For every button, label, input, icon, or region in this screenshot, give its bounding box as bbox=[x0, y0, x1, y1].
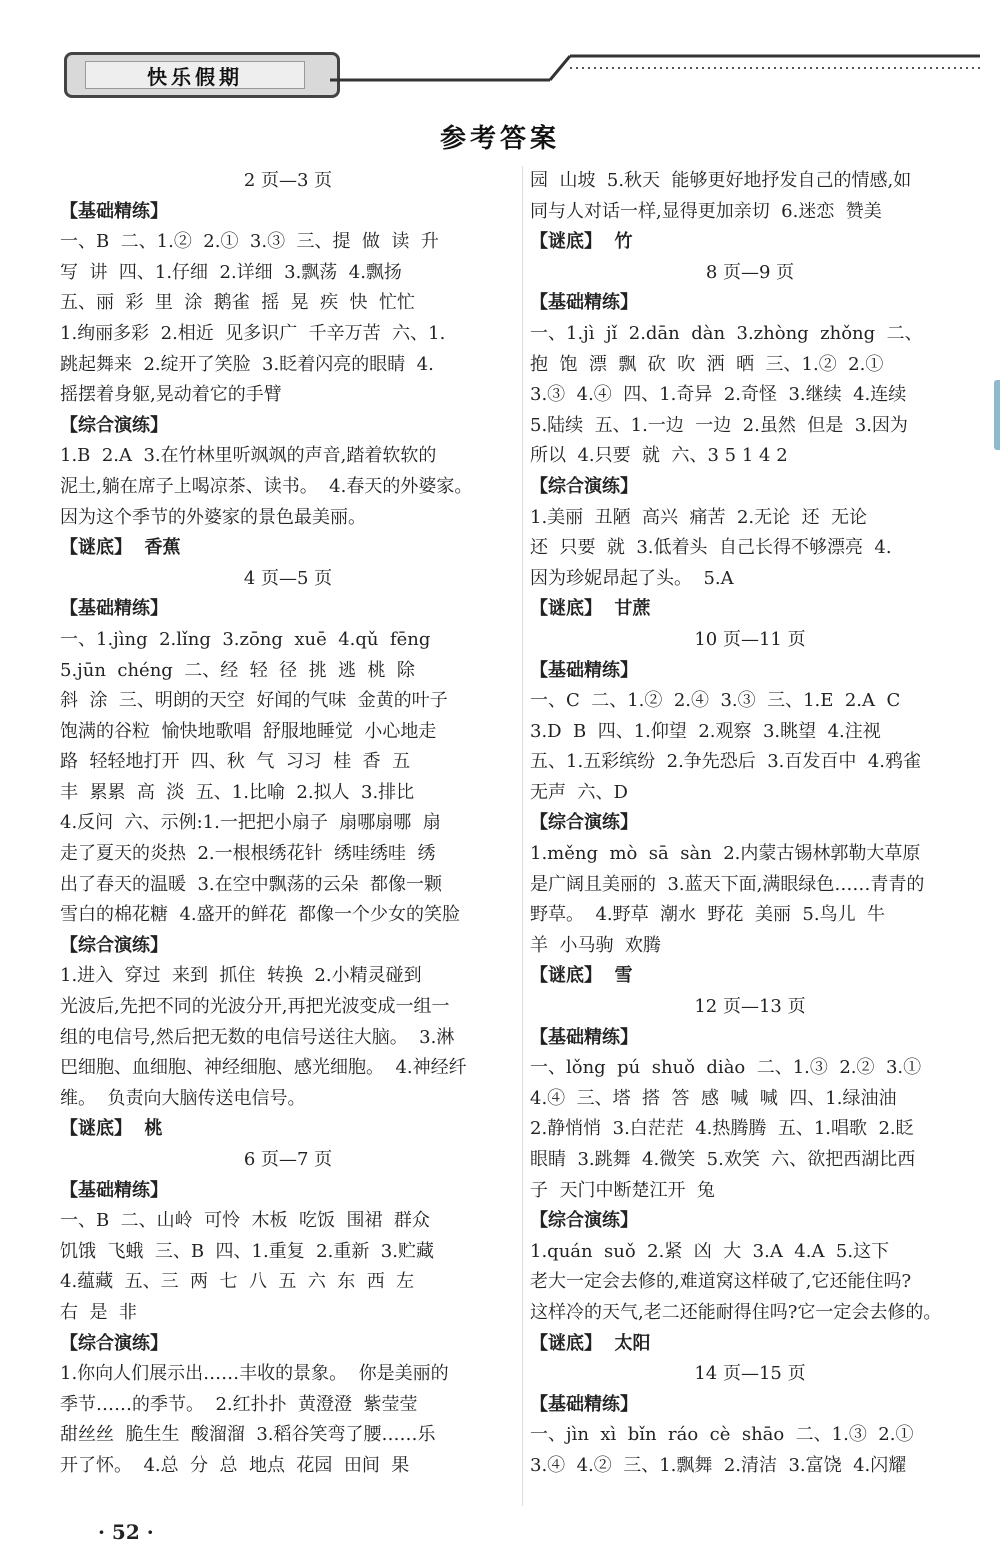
answer-line: 一、B 二、山岭 可怜 木板 吃饭 围裙 群众 bbox=[60, 1210, 430, 1232]
answer-line: 组的电信号,然后把无数的电信号送往大脑。 3.淋 bbox=[60, 1026, 455, 1048]
answer-line: 饥饿 飞蛾 三、B 四、1.重复 2.重新 3.贮藏 bbox=[60, 1240, 434, 1262]
answer-line: 1.měng mò sā sàn 2.内蒙古锡林郭勒大草原 bbox=[530, 843, 921, 865]
answer-line: 跳起舞来 2.绽开了笑脸 3.眨着闪亮的眼睛 4. bbox=[60, 353, 434, 375]
answer-line: 所以 4.只要 就 六、3 5 1 4 2 bbox=[530, 445, 788, 467]
answer-line: 1.quán suǒ 2.紧 凶 大 3.A 4.A 5.这下 bbox=[530, 1240, 890, 1262]
section-heading: 【谜底】 桃 bbox=[60, 1118, 163, 1140]
answer-line: 1.B 2.A 3.在竹林里听飒飒的声音,踏着软软的 bbox=[60, 445, 437, 467]
answer-line: 羊 小马驹 欢腾 bbox=[530, 934, 661, 956]
answer-line: 维。 负责向大脑传送电信号。 bbox=[60, 1087, 306, 1109]
answer-line: 无声 六、D bbox=[530, 781, 628, 803]
answer-line: 摇摆着身躯,晃动着它的手臂 bbox=[60, 384, 282, 406]
answer-line: 1.你向人们展示出……丰收的景象。 你是美丽的 bbox=[60, 1363, 449, 1385]
answer-line: 3.④ 4.② 三、1.飘舞 2.清洁 3.富饶 4.闪耀 bbox=[530, 1454, 907, 1476]
answer-line: 丰 累累 高 淡 五、1.比喻 2.拟人 3.排比 bbox=[60, 781, 415, 803]
answer-line: 野草。 4.野草 潮水 野花 美丽 5.鸟儿 牛 bbox=[530, 904, 886, 926]
answer-line: 2.静悄悄 3.白茫茫 4.热腾腾 五、1.唱歌 2.眨 bbox=[530, 1118, 914, 1140]
answer-line: 季节……的季节。 2.红扑扑 黄澄澄 紫莹莹 bbox=[60, 1393, 418, 1415]
answer-line: 甜丝丝 脆生生 酸溜溜 3.稻谷笑弯了腰……乐 bbox=[60, 1424, 436, 1446]
page-range-heading: 2 页—3 页 bbox=[243, 170, 333, 191]
section-heading: 【基础精练】 bbox=[530, 1393, 638, 1415]
answer-line: 因为珍妮昂起了头。 5.A bbox=[530, 567, 734, 589]
answer-line: 是广阔且美丽的 3.蓝天下面,满眼绿色……青青的 bbox=[530, 873, 925, 895]
answer-line: 一、B 二、1.② 2.① 3.③ 三、提 做 读 升 bbox=[60, 231, 439, 253]
section-heading: 【综合演练】 bbox=[530, 475, 638, 497]
answer-line: 还 只要 就 3.低着头 自己长得不够漂亮 4. bbox=[530, 537, 892, 559]
page-range-heading: 4 页—5 页 bbox=[243, 567, 333, 589]
answer-line: 一、1.jì jǐ 2.dān dàn 3.zhòng zhǒng 二、 bbox=[530, 322, 923, 344]
edge-tab-mark bbox=[994, 380, 1000, 450]
page-title: 参考答案 bbox=[439, 124, 560, 154]
answer-line: 5.jūn chéng 二、经 轻 径 挑 逃 桃 除 bbox=[60, 659, 415, 681]
section-heading: 【基础精练】 bbox=[530, 659, 638, 681]
answer-line: 路 轻轻地打开 四、秋 气 习习 桂 香 五 bbox=[60, 751, 411, 773]
answer-line: 走了夏天的炎热 2.一根根绣花针 绣哇绣哇 绣 bbox=[60, 843, 436, 865]
section-heading: 【谜底】 雪 bbox=[530, 965, 633, 987]
section-heading: 【谜底】 香蕉 bbox=[60, 537, 181, 559]
page-range-heading: 6 页—7 页 bbox=[243, 1149, 333, 1170]
answer-line: 3.③ 4.④ 四、1.奇异 2.奇怪 3.继续 4.连续 bbox=[530, 384, 907, 406]
answer-line: 出了春天的温暖 3.在空中飘荡的云朵 都像一颗 bbox=[60, 873, 443, 895]
answer-line: 园 山坡 5.秋天 能够更好地抒发自己的情感,如 bbox=[530, 170, 912, 191]
page-range-heading: 14 页—15 页 bbox=[694, 1363, 806, 1385]
column-divider bbox=[522, 166, 523, 1506]
answer-line: 3.D B 四、1.仰望 2.观察 3.眺望 4.注视 bbox=[530, 720, 881, 742]
answer-line: 1.绚丽多彩 2.相近 见多识广 千辛万苦 六、1. bbox=[60, 322, 446, 344]
section-heading: 【谜底】 甘蔗 bbox=[530, 598, 651, 620]
answer-line: 1.美丽 丑陋 高兴 痛苦 2.无论 还 无论 bbox=[530, 506, 868, 528]
answer-line: 这样冷的天气,老二还能耐得住吗?它一定会去修的。 bbox=[530, 1301, 942, 1323]
answer-line: 雪白的棉花糖 4.盛开的鲜花 都像一个少女的笑脸 bbox=[60, 904, 461, 926]
section-heading: 【基础精练】 bbox=[60, 200, 168, 222]
section-heading: 【综合演练】 bbox=[530, 1210, 638, 1232]
section-heading: 【综合演练】 bbox=[60, 1332, 168, 1354]
page-number: · 52 · bbox=[98, 1520, 154, 1544]
answer-line: 因为这个季节的外婆家的景色最美丽。 bbox=[60, 506, 366, 528]
answer-line: 开了怀。 4.总 分 总 地点 花园 田间 果 bbox=[60, 1454, 410, 1476]
section-heading: 【谜底】 太阳 bbox=[530, 1332, 651, 1354]
page-range-heading: 12 页—13 页 bbox=[694, 996, 806, 1018]
answer-line: 五、1.五彩缤纷 2.争先恐后 3.百发百中 4.鸦雀 bbox=[530, 751, 922, 773]
page-range-heading: 8 页—9 页 bbox=[705, 261, 795, 283]
header-rule bbox=[330, 50, 990, 90]
answer-line: 一、lǒng pú shuǒ diào 二、1.③ 2.② 3.① bbox=[530, 1057, 922, 1079]
answer-line: 一、C 二、1.② 2.④ 3.③ 三、1.E 2.A C bbox=[530, 690, 901, 712]
answer-line: 4.蕴藏 五、三 两 七 八 五 六 东 西 左 bbox=[60, 1271, 415, 1293]
section-heading: 【基础精练】 bbox=[60, 1179, 168, 1201]
left-column bbox=[60, 166, 516, 1482]
answer-line: 巴细胞、血细胞、神经细胞、感光细胞。 4.神经纤 bbox=[60, 1057, 467, 1079]
answer-line: 泥土,躺在席子上喝凉茶、读书。 4.春天的外婆家。 bbox=[60, 475, 473, 497]
answer-line: 一、1.jìng 2.lǐng 3.zōng xuē 4.qǔ fēng bbox=[60, 628, 431, 650]
answer-line: 饱满的谷粒 愉快地歌唱 舒服地睡觉 小心地走 bbox=[60, 720, 437, 742]
answer-line: 抱 饱 漂 飘 砍 吹 洒 晒 三、1.② 2.① bbox=[530, 353, 884, 375]
answer-line: 写 讲 四、1.仔细 2.详细 3.飘荡 4.飘扬 bbox=[60, 261, 402, 283]
section-heading: 【基础精练】 bbox=[530, 292, 638, 314]
answer-line: 4.反问 六、示例:1.一把把小扇子 扇哪扇哪 扇 bbox=[60, 812, 441, 834]
section-heading: 【基础精练】 bbox=[530, 1026, 638, 1048]
header-tab-label: 快乐假期 bbox=[85, 61, 305, 89]
section-heading: 【综合演练】 bbox=[60, 414, 168, 436]
answer-line: 同与人对话一样,显得更加亲切 6.迷恋 赞美 bbox=[530, 200, 882, 222]
section-heading: 【基础精练】 bbox=[60, 598, 168, 620]
answer-line: 五、丽 彩 里 涂 鹅雀 摇 晃 疾 快 忙忙 bbox=[60, 292, 415, 314]
section-heading: 【综合演练】 bbox=[530, 812, 638, 834]
answer-line: 右 是 非 bbox=[60, 1301, 137, 1323]
page-range-heading: 10 页—11 页 bbox=[694, 628, 806, 650]
answer-line: 4.④ 三、塔 搭 答 感 喊 喊 四、1.绿油油 bbox=[530, 1087, 897, 1109]
answer-line: 5.陆续 五、1.一边 一边 2.虽然 但是 3.因为 bbox=[530, 414, 908, 436]
section-heading: 【综合演练】 bbox=[60, 934, 168, 956]
header-tab bbox=[64, 52, 340, 98]
answer-line: 1.进入 穿过 来到 抓住 转换 2.小精灵碰到 bbox=[60, 965, 422, 987]
answer-line: 光波后,先把不同的光波分开,再把光波变成一组一 bbox=[60, 996, 450, 1018]
answer-line: 眼睛 3.跳舞 4.微笑 5.欢笑 六、欲把西湖比西 bbox=[530, 1149, 916, 1170]
section-heading: 【谜底】 竹 bbox=[530, 231, 633, 253]
answer-line: 子 天门中断楚江开 兔 bbox=[530, 1179, 715, 1201]
answer-line: 一、jìn xì bǐn ráo cè shāo 二、1.③ 2.① bbox=[530, 1424, 914, 1446]
answer-line: 老大一定会去修的,难道窝这样破了,它还能住吗? bbox=[530, 1271, 912, 1293]
right-column bbox=[530, 166, 970, 1482]
answer-line: 斜 涂 三、明朗的天空 好闻的气味 金黄的叶子 bbox=[60, 690, 448, 712]
